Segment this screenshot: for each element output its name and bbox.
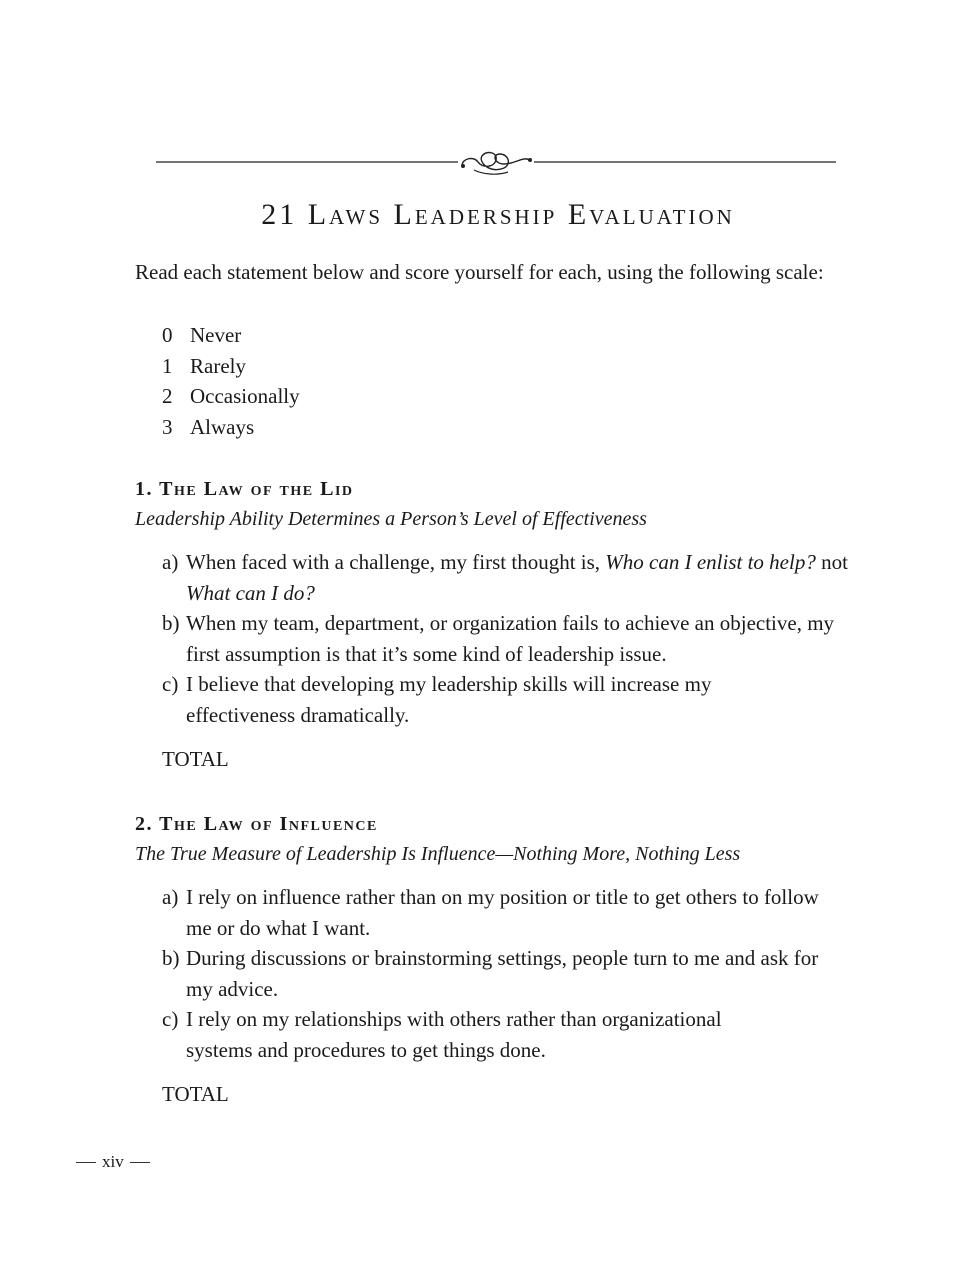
statement-text: When faced with a challenge, my first thought is, — [186, 550, 606, 574]
instructions-text: Read each statement below and score yourself for each, using the following scale: — [135, 260, 824, 284]
statement-letter: b) — [162, 611, 180, 635]
statement-item — [162, 1004, 855, 1065]
statement-italic: What can I do? — [186, 580, 315, 605]
scale-value: 3 — [162, 414, 173, 439]
footer-dash — [76, 1162, 96, 1163]
statement-text: systems and procedures to get things done. — [186, 1037, 546, 1062]
scale-item — [162, 381, 300, 412]
statement-item — [162, 882, 855, 943]
statement-text: I rely on my relationships with others rather than organizational — [186, 1007, 722, 1031]
scale-value: 1 — [162, 353, 173, 378]
total-label: TOTAL — [162, 747, 229, 771]
statement-letter: a) — [162, 550, 179, 574]
rating-scale-list — [162, 320, 300, 442]
page-title: 21 Laws Leadership Evaluation — [261, 198, 735, 231]
total-label: TOTAL — [162, 1082, 229, 1106]
scale-item — [162, 412, 300, 443]
scale-value: 2 — [162, 384, 173, 408]
law-subtitle: Leadership Ability Determines a Person’s Level of Effectiveness — [135, 508, 647, 530]
statement-item — [162, 547, 855, 608]
statement-text: I rely on influence rather than on my position or title to get others to follow — [186, 885, 819, 909]
statement-text: me or do what I want. — [186, 915, 371, 940]
page-footer — [76, 1152, 150, 1172]
statement-list — [135, 547, 855, 730]
statement-text: effectiveness dramatically. — [186, 702, 410, 727]
scale-label: Rarely — [190, 353, 246, 378]
statement-item — [162, 943, 855, 1004]
scale-item — [162, 320, 300, 351]
statement-italic: Who can I enlist to help? — [605, 550, 816, 574]
scale-value: 0 — [162, 323, 173, 347]
scale-label: Never — [190, 323, 242, 347]
footer-dash — [130, 1162, 150, 1163]
law-section-lid — [135, 475, 855, 774]
scale-label: Always — [190, 414, 255, 439]
statement-text: During discussions or brainstorming settings, people turn to me and ask for — [186, 946, 819, 970]
statement-text: not — [815, 550, 848, 574]
page-number: xiv — [102, 1152, 124, 1171]
statement-text: I believe that developing my leadership skills will increase my — [186, 672, 712, 696]
decorative-flourish-divider — [156, 146, 836, 182]
statement-text: first assumption is that it’s some kind of leadership issue. — [186, 641, 667, 666]
statement-item — [162, 669, 855, 730]
scale-label: Occasionally — [190, 384, 300, 408]
statement-text: When my team, department, or organization fails to achieve an objective, my — [186, 611, 835, 635]
statement-list — [135, 882, 855, 1065]
law-heading: 1. The Law of the Lid — [135, 478, 354, 500]
scale-item — [162, 351, 300, 382]
statement-item — [162, 608, 855, 669]
statement-letter: c) — [162, 1007, 179, 1031]
law-subtitle: The True Measure of Leadership Is Influence—Nothing More, Nothing Less — [135, 843, 741, 865]
law-heading: 2. The Law of Influence — [135, 813, 378, 835]
statement-letter: b) — [162, 946, 180, 970]
statement-letter: a) — [162, 885, 179, 909]
law-section-influence — [135, 810, 855, 1109]
statement-text: my advice. — [186, 976, 279, 1001]
statement-letter: c) — [162, 672, 179, 696]
